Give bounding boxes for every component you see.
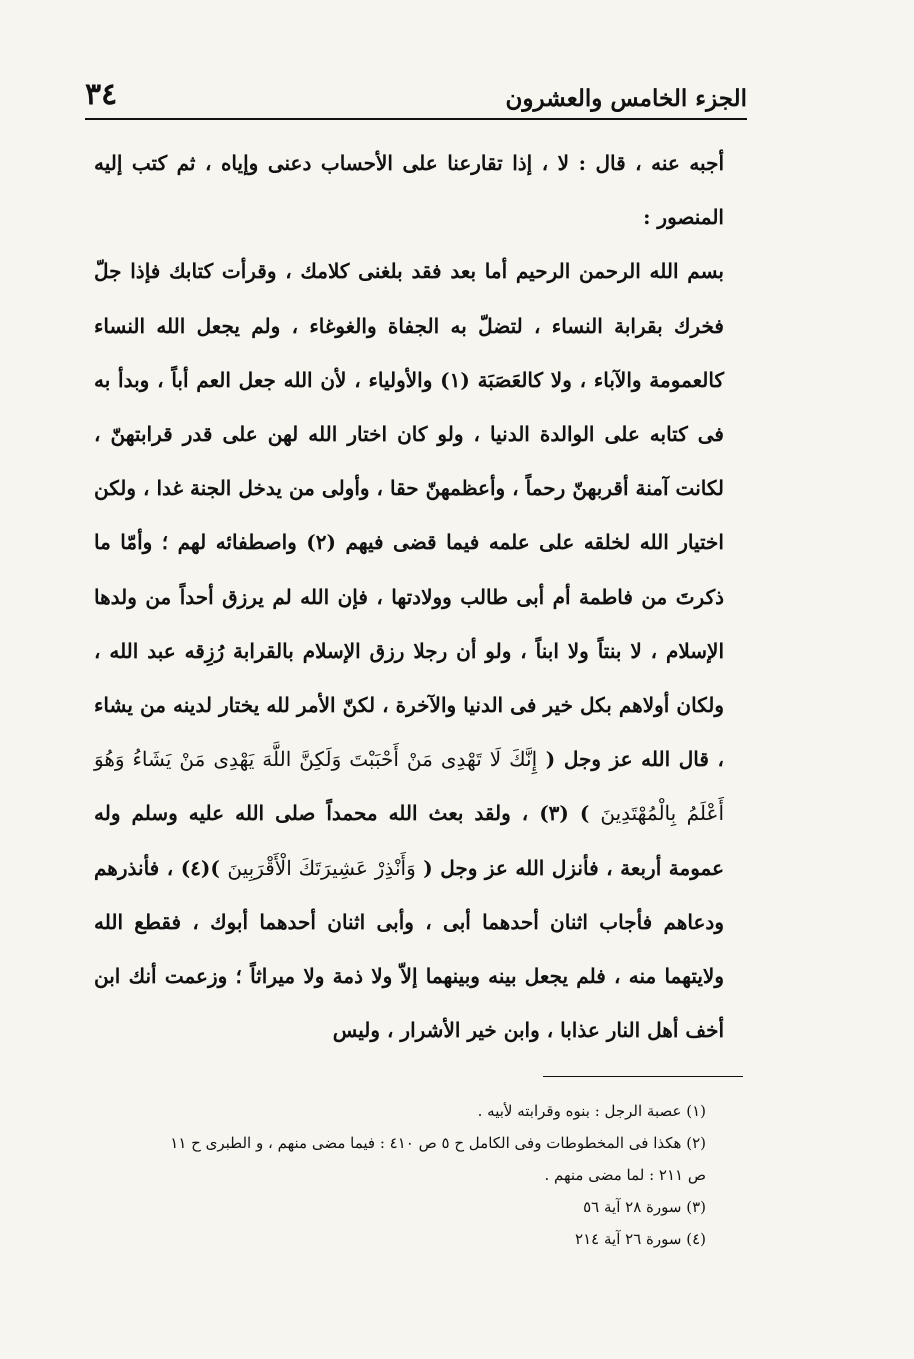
paragraph-2-part-a: بسم الله الرحمن الرحيم أما بعد فقد بلغنى كلامك ، وقرأت كتابك فإذا جلّ فخرك بقرابة النساء ، لتضلّ به الجفاة والغوغاء ، ولم يجعل الله النساء كالعمومة والآباء ، ولا كالعَصَبَة (١) والأولياء ، لأن الله جعل العم أباً ، وبدأ به فى كتابه على الوالدة الدنيا ، ولو كان اختار الله لهن على قدر قرابتهنّ ، لكانت آمنة أقربهنّ رحماً ، وأعظمهنّ حقا ، وأولى من يدخل الجنة غدا ، ولكن اختيار الله لخلقه على علمه فيما قضى فيهم (٢) واصطفائه لهم ؛ وأمّا ما ذكرتَ من فاطمة أم أبى طالب وولادتها ، فإن الله لم يرزق أحداً من ولدها الإسلام ، لا بنتاً ولا ابناً ، ولو أن رجلا رزق الإسلام بالقرابة رُزِقه عبد الله ، ولكان أولاهم بكل خير فى الدنيا والآخرة ، لكنّ الأمر لله يختار لدينه من يشاء ، قال الله عز وجل ( <box>94 259 724 772</box>
paragraph-2-part-b: ) (٣) ، ولقد بعث الله محمداً صلى الله عليه وسلم وله عمومة أربعة ، فأنزل الله عز وجل ( <box>94 801 725 880</box>
main-text <box>94 136 724 1057</box>
paragraph-2-part-c: )(٤) ، فأنذرهم ودعاهم فأجاب اثنان أحدهما أبى ، وأبى اثنان أحدهما أبوك ، فقطع الله ولايتهما منه ، فلم يجعل بينه وبينهما إلاّ ولا ذمة ولا ميراثاً ؛ وزعمت أنك ابن أخف أهل النار عذابا ، وابن خير الأشرار ، وليس <box>94 855 724 1043</box>
footnote-3: (٣) سورة ٢٨ آية ٥٦ <box>583 1198 706 1216</box>
footnote-rule <box>543 1076 743 1077</box>
footnote-1: (١) عصبة الرجل : بنوه وقرابته لأبيه . <box>477 1102 706 1120</box>
paragraph-1: أجبه عنه ، قال : لا ، إذا تقارعنا على الأحساب دعنى وإياه ، ثم كتب إليه المنصور : <box>94 151 724 230</box>
footnote-2: (٢) هكذا فى المخطوطات وفى الكامل ح ٥ ص ٤١٠ : فيما مضى منهم ، و الطبرى ح ١١ <box>170 1134 706 1152</box>
page-number: ٣٤ <box>85 77 118 112</box>
header-rule <box>85 118 747 120</box>
page-header <box>85 62 747 112</box>
quran-verse-2: وَأَنْذِرْ عَشِيرَتَكَ الْأَقْرَبِينَ <box>227 855 416 880</box>
quran-verse-1: إِنَّكَ لَا تَهْدِى مَنْ أَحْبَبْتَ وَلَكِنَّ اللَّهَ يَهْدِى مَنْ يَشَاءُ وَهُوَ أَعْلَمُ بِالْمُهْتَدِينَ <box>94 747 725 826</box>
footnote-4: (٤) سورة ٢٦ آية ٢١٤ <box>575 1230 706 1248</box>
running-title: الجزء الخامس والعشرون <box>505 85 747 112</box>
paragraph-2 <box>94 244 724 1057</box>
footnotes <box>96 1095 706 1255</box>
footnote-2-continued: ص ٢١١ : لما مضى منهم . <box>544 1166 706 1184</box>
